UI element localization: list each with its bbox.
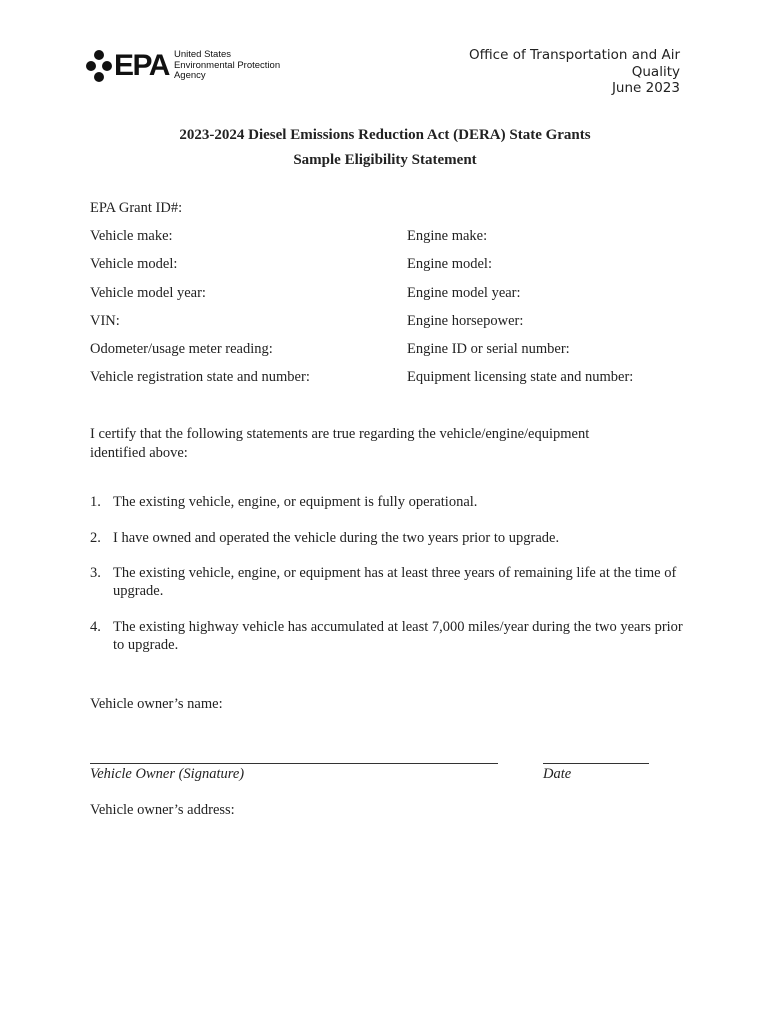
epa-flower-icon: [86, 50, 112, 82]
owner-name-label: Vehicle owner’s name:: [90, 696, 223, 712]
statement-item: [90, 529, 690, 547]
statement-number: 1.: [90, 494, 101, 510]
epa-logo: [86, 50, 280, 82]
date-line[interactable]: [543, 763, 649, 764]
engine-horsepower-label: Engine horsepower:: [407, 313, 524, 329]
agency-line: Environmental Protection: [173, 59, 281, 71]
statement-number: 4.: [90, 619, 101, 635]
statement-item: [90, 493, 690, 511]
certification-line: I certify that the following statements are true regarding the vehicle/engine/equipment: [90, 426, 590, 442]
document-title: 2023-2024 Diesel Emissions Reduction Act (DERA) State Grants: [179, 127, 591, 143]
document-date: June 2023: [611, 80, 680, 96]
document-subtitle: Sample Eligibility Statement: [293, 152, 477, 168]
vehicle-registration-label: Vehicle registration state and number:: [90, 369, 310, 385]
signature-line[interactable]: [90, 763, 498, 764]
engine-make-label: Engine make:: [407, 228, 488, 244]
date-label: Date: [543, 766, 572, 782]
agency-line: United States: [173, 49, 232, 61]
certification-paragraph: [90, 425, 690, 463]
engine-model-label: Engine model:: [407, 256, 492, 272]
logo-letters: EPA: [114, 49, 169, 82]
statement-item: [90, 564, 690, 600]
engine-model-year-label: Engine model year:: [407, 285, 521, 301]
agency-name: [174, 50, 280, 82]
odometer-label: Odometer/usage meter reading:: [90, 341, 273, 357]
office-block: [469, 47, 680, 97]
statement-number: 3.: [90, 565, 101, 581]
engine-serial-label: Engine ID or serial number:: [407, 341, 570, 357]
certification-line: identified above:: [90, 445, 188, 461]
signature-label: Vehicle Owner (Signature): [90, 766, 245, 782]
statement-text: The existing highway vehicle has accumulated at least 7,000 miles/year during the two years prior to upgrade.: [113, 619, 683, 653]
statement-text: I have owned and operated the vehicle during the two years prior to upgrade.: [113, 530, 560, 546]
statement-number: 2.: [90, 530, 101, 546]
vehicle-model-label: Vehicle model:: [90, 256, 178, 272]
agency-line: Agency: [173, 70, 206, 82]
vehicle-make-label: Vehicle make:: [90, 228, 173, 244]
office-name-line: Office of Transportation and Air: [469, 47, 680, 63]
equipment-licensing-label: Equipment licensing state and number:: [407, 369, 634, 385]
statement-text: The existing vehicle, engine, or equipment has at least three years of remaining life at the time of upgrade.: [113, 565, 677, 599]
office-name-line: Quality: [631, 63, 680, 80]
vin-label: VIN:: [90, 313, 120, 329]
grant-id-label: EPA Grant ID#:: [90, 200, 183, 216]
vehicle-model-year-label: Vehicle model year:: [90, 285, 206, 301]
owner-address-label: Vehicle owner’s address:: [90, 802, 235, 818]
statement-item: [90, 618, 690, 654]
statement-text: The existing vehicle, engine, or equipment is fully operational.: [113, 494, 478, 510]
